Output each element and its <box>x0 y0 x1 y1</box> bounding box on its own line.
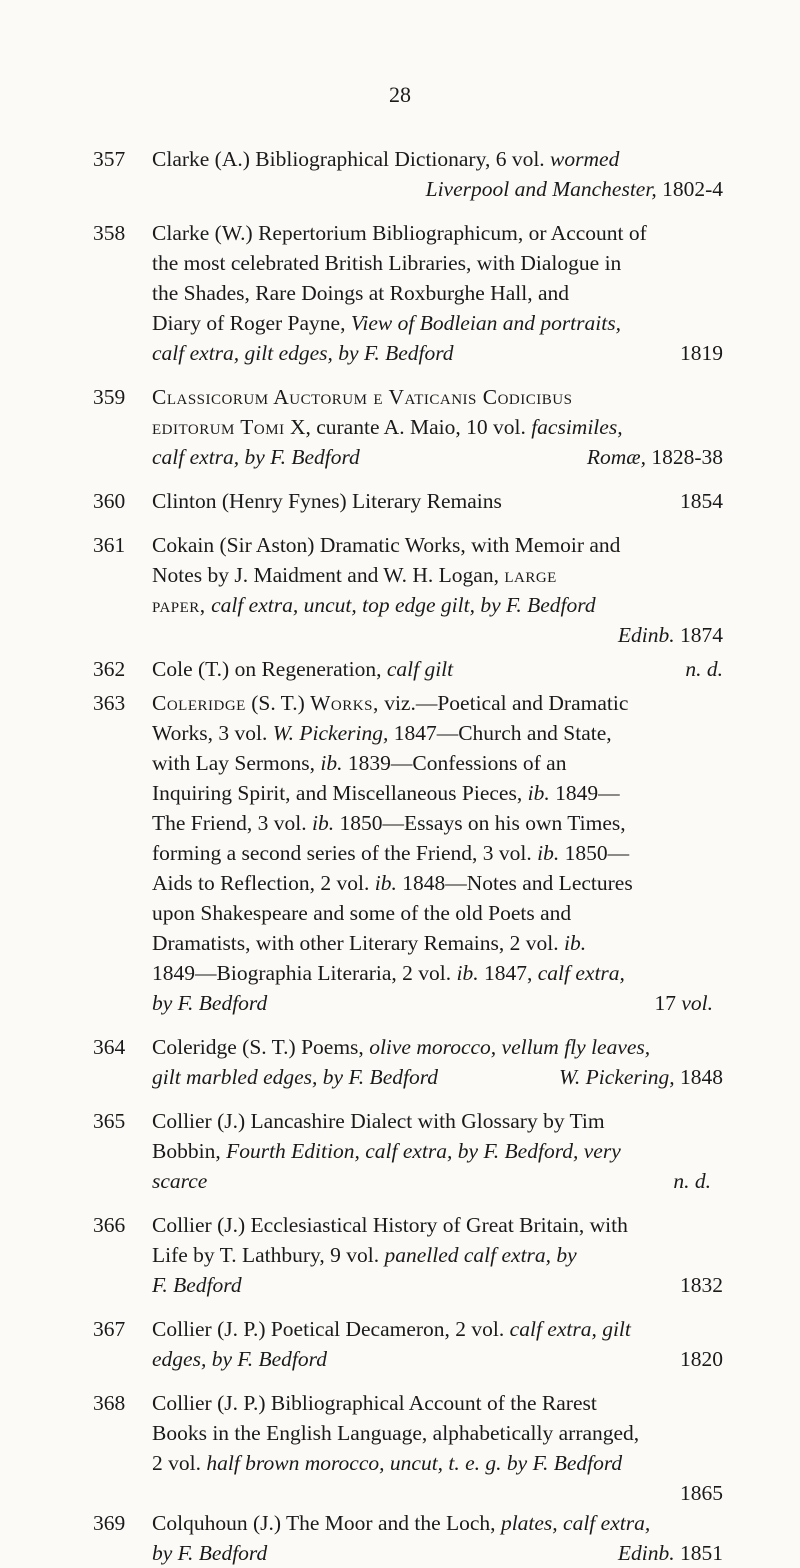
entry-line: The Friend, 3 vol. ib. 1850—Essays on his own Times, <box>152 811 626 835</box>
entry-line: Dramatists, with other Literary Remains, 2 vol. ib. <box>152 931 587 955</box>
entry-line: upon Shakespeare and some of the old Poets and <box>152 901 572 925</box>
entry-line: edges, by F. Bedford 1820 <box>152 1347 723 1371</box>
entry-line: with Lay Sermons, ib. 1839—Confessions of an <box>152 751 567 775</box>
entry-line: Clinton (Henry Fynes) Literary Remains 1854 <box>152 489 723 513</box>
entry-line: paper, calf extra, uncut, top edge gilt, by F. Bedford <box>152 593 596 617</box>
entry-365 <box>93 1106 723 1196</box>
entry-line: Aids to Reflection, 2 vol. ib. 1848—Notes and Lectures <box>152 871 633 895</box>
entry-number: 357 <box>93 147 126 171</box>
page-number: 28 <box>389 82 411 107</box>
entry-line: forming a second series of the Friend, 3 vol. ib. 1850— <box>152 841 630 865</box>
entry-line: F. Bedford 1832 <box>152 1273 723 1297</box>
entry-line: Collier (J. P.) Poetical Decameron, 2 vol. calf extra, gilt <box>152 1317 631 1341</box>
entry-line: 1849—Biographia Literaria, 2 vol. ib. 1847, calf extra, <box>152 961 625 985</box>
entry-line: Inquiring Spirit, and Miscellaneous Pieces, ib. 1849— <box>152 781 620 805</box>
entry-line: Clarke (W.) Repertorium Bibliographicum, or Account of <box>152 221 647 245</box>
entry-357 <box>93 144 723 204</box>
entry-358 <box>93 218 723 368</box>
entry-number: 364 <box>93 1035 126 1059</box>
entry-362 <box>93 654 723 684</box>
entry-line: Notes by J. Maidment and W. H. Logan, large <box>152 563 557 587</box>
entry-title: Classicorum Auctorum e Vaticanis Codicibus <box>152 385 573 409</box>
entry-number: 367 <box>93 1317 126 1341</box>
entry-number: 358 <box>93 221 126 245</box>
entry-number: 360 <box>93 489 126 513</box>
entry-number: 361 <box>93 533 126 557</box>
entry-line: Works, 3 vol. W. Pickering, 1847—Church and State, <box>152 721 612 745</box>
entry-359 <box>93 382 723 472</box>
entry-line: Cokain (Sir Aston) Dramatic Works, with Memoir and <box>152 533 621 557</box>
entry-number: 366 <box>93 1213 126 1237</box>
entry-line: 1865 <box>680 1481 723 1505</box>
entry-361 <box>93 530 723 650</box>
entry-368 <box>93 1388 723 1508</box>
entry-line: Liverpool and Manchester, 1802-4 <box>425 177 723 201</box>
entry-360 <box>93 486 723 516</box>
entry-line: 2 vol. half brown morocco, uncut, t. e. g. by F. Bedford <box>152 1451 623 1475</box>
entry-line: Diary of Roger Payne, View of Bodleian and portraits, <box>152 311 621 335</box>
entry-363 <box>93 688 723 1018</box>
entry-line: Collier (J. P.) Bibliographical Account of the Rarest <box>152 1391 597 1415</box>
entry-line: Bobbin, Fourth Edition, calf extra, by F. Bedford, very <box>152 1139 621 1163</box>
entry-number: 368 <box>93 1391 126 1415</box>
entry-line: Life by T. Lathbury, 9 vol. panelled calf extra, by <box>152 1243 577 1267</box>
entry-line: the most celebrated British Libraries, with Dialogue in <box>152 251 622 275</box>
entry-line: Colquhoun (J.) The Moor and the Loch, plates, calf extra, <box>152 1511 651 1535</box>
entry-number: 362 <box>93 657 126 681</box>
entry-number: 359 <box>93 385 126 409</box>
entry-line: Clarke (A.) Bibliographical Dictionary, 6 vol. wormed <box>152 147 620 171</box>
entry-line: the Shades, Rare Doings at Roxburghe Hall, and <box>152 281 569 305</box>
entry-line: Coleridge (S. T.) Poems, olive morocco, vellum fly leaves, <box>152 1035 651 1059</box>
entry-line: Coleridge (S. T.) Works, viz.—Poetical and Dramatic <box>152 691 629 715</box>
entry-369 <box>93 1508 723 1568</box>
entry-line: scarce n. d. <box>152 1169 711 1193</box>
entry-line: editorum Tomi X, curante A. Maio, 10 vol. facsimiles, <box>152 415 623 439</box>
entry-line: Collier (J.) Lancashire Dialect with Glossary by Tim <box>152 1109 605 1133</box>
entry-list <box>93 144 723 1568</box>
entry-number: 365 <box>93 1109 126 1133</box>
entry-364 <box>93 1032 723 1092</box>
entry-366 <box>93 1210 723 1300</box>
entry-line: calf extra, gilt edges, by F. Bedford 1819 <box>152 341 723 365</box>
entry-line: by F. Bedford Edinb. 1851 <box>152 1541 723 1565</box>
entry-number: 369 <box>93 1511 126 1535</box>
entry-line: gilt marbled edges, by F. Bedford W. Pickering, 1848 <box>152 1065 723 1089</box>
entry-line: calf extra, by F. Bedford Romæ, 1828-38 <box>152 445 723 469</box>
entry-line: Cole (T.) on Regeneration, calf gilt n. d. <box>152 657 723 681</box>
entry-line: by F. Bedford 17 vol. <box>152 991 713 1015</box>
entry-line: Books in the English Language, alphabetically arranged, <box>152 1421 640 1445</box>
entry-367 <box>93 1314 723 1374</box>
entry-line: Collier (J.) Ecclesiastical History of Great Britain, with <box>152 1213 628 1237</box>
entry-number: 363 <box>93 691 126 715</box>
entry-line: Edinb. 1874 <box>617 623 723 647</box>
